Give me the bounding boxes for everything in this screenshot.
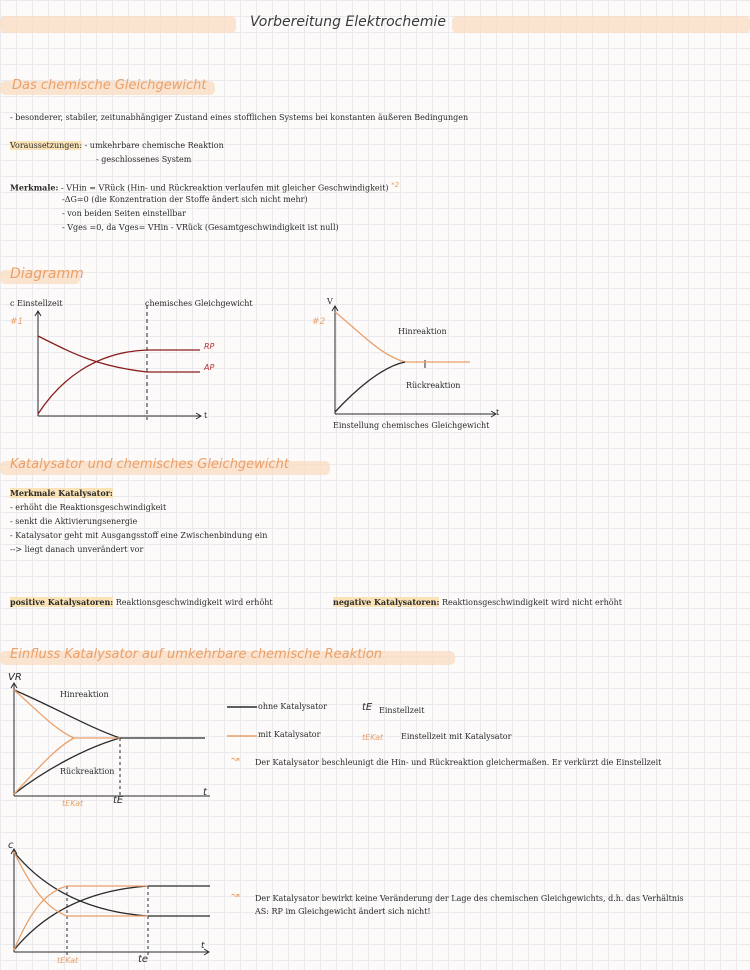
feature-footnote: *2: [391, 181, 400, 189]
requirements-label: Voraussetzungen:: [10, 141, 82, 150]
positive-catalyst-label: positive Katalysatoren:: [10, 597, 114, 607]
requirement-item: - umkehrbare chemische Reaktion: [84, 141, 224, 150]
graph2-tekat: tEKat: [57, 956, 79, 965]
graph2-te: te: [138, 954, 149, 965]
note-arrow-icon: ↝: [231, 890, 240, 901]
equilibrium-definition: - besonderer, stabiler, zeitunabhängiger Zustand eines stofflichen Systems bei konstanten äußeren Bedingungen: [10, 113, 469, 122]
graph1-ylabel: VR: [8, 672, 22, 683]
backward-reaction-label: Rückreaktion: [406, 381, 461, 390]
feature-item: - von beiden Seiten einstellbar: [62, 209, 186, 218]
legend-te-text: Einstellzeit: [379, 706, 425, 715]
catalyst-note-speed: Der Katalysator beschleunigt die Hin- und Rückreaktion gleichermaßen. Er verkürzt die Einstellzeit: [255, 758, 662, 767]
legend-te-symbol: tE: [362, 702, 373, 713]
section-heading-catalyst: Katalysator und chemisches Gleichgewicht: [10, 457, 289, 472]
graph1-tekat: tEKat: [62, 799, 84, 808]
forward-reaction-label: Hinreaktion: [398, 327, 447, 336]
diagram1-ylabel: c Einstellzeit: [10, 299, 63, 308]
feature-item: -ΔG=0 (die Konzentration der Stoffe ändert sich nicht mehr): [62, 195, 308, 204]
legend-tekat-symbol: tEKat: [362, 733, 384, 742]
legend-without-catalyst: ohne Katalysator: [258, 702, 327, 711]
graph1-forward-label: Hinreaktion: [60, 690, 109, 699]
negative-catalyst-text: Reaktionsgeschwindigkeit wird nicht erhöht: [441, 598, 622, 607]
features-label: Merkmale:: [10, 182, 59, 193]
section-heading-equilibrium: Das chemische Gleichgewicht: [12, 78, 207, 93]
page-title: Vorbereitung Elektrochemie: [250, 14, 446, 30]
curve-label-ap: AP: [204, 363, 215, 372]
diagram1-xlabel: t: [204, 411, 208, 420]
note-arrow-icon: ↝: [231, 754, 240, 765]
graph2-xlabel: t: [201, 941, 205, 951]
legend-tekat-text: Einstellzeit mit Katalysator: [401, 732, 512, 741]
catalyst-note-equilibrium-1: Der Katalysator bewirkt keine Veränderung der Lage des chemischen Gleichgewichts, d.h. das Verhältnis: [255, 894, 684, 903]
diagram2-ylabel: V: [327, 297, 333, 306]
graph1-backward-label: Rückreaktion: [60, 767, 115, 776]
catalyst-feature-item: - erhöht die Reaktionsgeschwindigkeit: [10, 503, 167, 512]
requirement-item: - geschlossenes System: [96, 155, 192, 164]
catalyst-feature-item: - senkt die Aktivierungsenergie: [10, 517, 138, 526]
equilibrium-label: chemisches Gleichgewicht: [145, 299, 253, 308]
catalyst-features-label: Merkmale Katalysator:: [10, 488, 113, 498]
catalyst-feature-item: - Katalysator geht mit Ausgangsstoff eine Zwischenbindung ein: [10, 531, 268, 540]
section-heading-influence: Einfluss Katalysator auf umkehrbare chemische Reaktion: [10, 647, 383, 662]
graph1-xlabel: t: [203, 787, 207, 798]
diagram2-caption: Einstellung chemisches Gleichgewicht: [333, 421, 490, 430]
feature-item: - VHin = VRück (Hin- und Rückreaktion verlaufen mit gleicher Geschwindigkeit): [60, 183, 389, 193]
feature-item: - Vges =0, da Vges= VHin - VRück (Gesamtgeschwindigkeit ist null): [62, 223, 339, 232]
negative-catalyst-label: negative Katalysatoren:: [333, 597, 440, 607]
graph2-ylabel: c: [8, 840, 14, 851]
diagram2-marker: #2: [312, 317, 326, 327]
positive-catalyst-text: Reaktionsgeschwindigkeit wird erhöht: [115, 598, 273, 607]
legend-with-catalyst: mit Katalysator: [258, 730, 321, 739]
diagram2-xlabel: t: [496, 408, 500, 417]
catalyst-feature-item: --> liegt danach unverändert vor: [10, 545, 144, 554]
diagram1-marker: #1: [10, 317, 24, 327]
catalyst-note-equilibrium-2: AS: RP im Gleichgewicht ändert sich nicht!: [255, 907, 431, 916]
curve-label-rp: RP: [204, 342, 215, 351]
graph1-te: tE: [113, 795, 124, 806]
section-heading-diagram: Diagramm: [10, 266, 84, 282]
